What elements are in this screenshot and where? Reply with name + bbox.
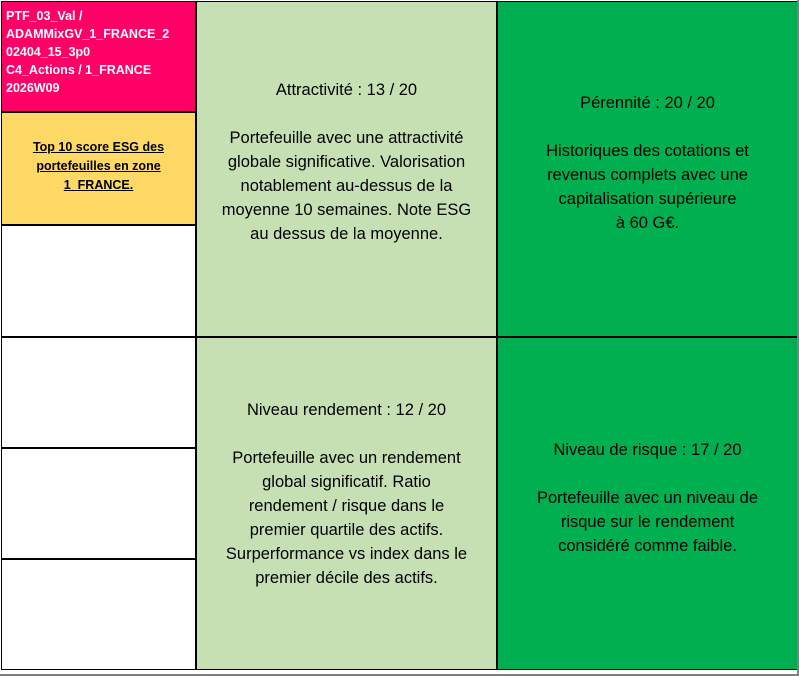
attractivite-text-line: Portefeuille avec une attractivité <box>229 129 464 147</box>
empty-cell <box>1 448 196 559</box>
attractivite-text-line: notablement au-dessus de la <box>240 177 453 195</box>
rendement-cell <box>196 337 497 670</box>
rendement-text-line: Portefeuille avec un rendement <box>232 449 461 467</box>
rendement-text-line: premier décile des actifs. <box>255 569 438 587</box>
perennite-text-line: à 60 G€. <box>615 214 680 232</box>
rendement-text-line: premier quartile des actifs. <box>249 521 444 539</box>
perennite-text-line: revenus complets avec une <box>547 166 748 184</box>
portfolio-header-line: 02404_15_3p0 <box>6 45 91 59</box>
risque-title: Niveau de risque : 17 / 20 <box>553 441 742 459</box>
risque-block <box>498 438 797 558</box>
portfolio-header-line: C4_Actions / 1_FRANCE <box>6 63 152 77</box>
rendement-text-line: global significatif. Ratio <box>262 473 431 491</box>
risque-text-line: considéré comme faible. <box>558 537 737 555</box>
perennite-text-line: capitalisation supérieure <box>558 190 737 208</box>
attractivite-cell <box>196 1 497 337</box>
portfolio-header-line: 2026W09 <box>6 81 60 95</box>
perennite-block <box>498 91 797 235</box>
empty-cell <box>1 337 196 448</box>
portfolio-header-line: ADAMMixGV_1_FRANCE_2 <box>6 27 170 41</box>
top10-cell <box>1 112 196 225</box>
perennite-text-line: Historiques des cotations et <box>546 142 749 160</box>
rendement-block <box>197 398 496 590</box>
portfolio-header-cell <box>1 1 196 112</box>
perennite-title: Pérennité : 20 / 20 <box>580 94 715 112</box>
rendement-text-line: Surperformance vs index dans le <box>225 545 468 563</box>
perennite-cell <box>497 1 798 337</box>
rendement-title: Niveau rendement : 12 / 20 <box>246 401 447 419</box>
attractivite-title: Attractivité : 13 / 20 <box>275 81 418 99</box>
portfolio-header-line: PTF_03_Val / <box>6 9 83 23</box>
attractivite-text-line: au dessus de la moyenne. <box>250 225 443 243</box>
attractivite-text-line: moyenne 10 semaines. Note ESG <box>221 201 472 219</box>
risque-cell <box>497 337 798 670</box>
risque-text-line: risque sur le rendement <box>560 513 735 531</box>
rendement-text-line: rendement / risque dans le <box>248 497 445 515</box>
risque-text-line: Portefeuille avec un niveau de <box>536 489 759 507</box>
top10-esg-link[interactable]: Top 10 score ESG des portefeuilles en zone 1_FRANCE. <box>32 140 165 192</box>
empty-cell <box>1 225 196 337</box>
empty-cell <box>1 559 196 670</box>
attractivite-block <box>197 78 496 246</box>
attractivite-text-line: globale significative. Valorisation <box>227 153 466 171</box>
